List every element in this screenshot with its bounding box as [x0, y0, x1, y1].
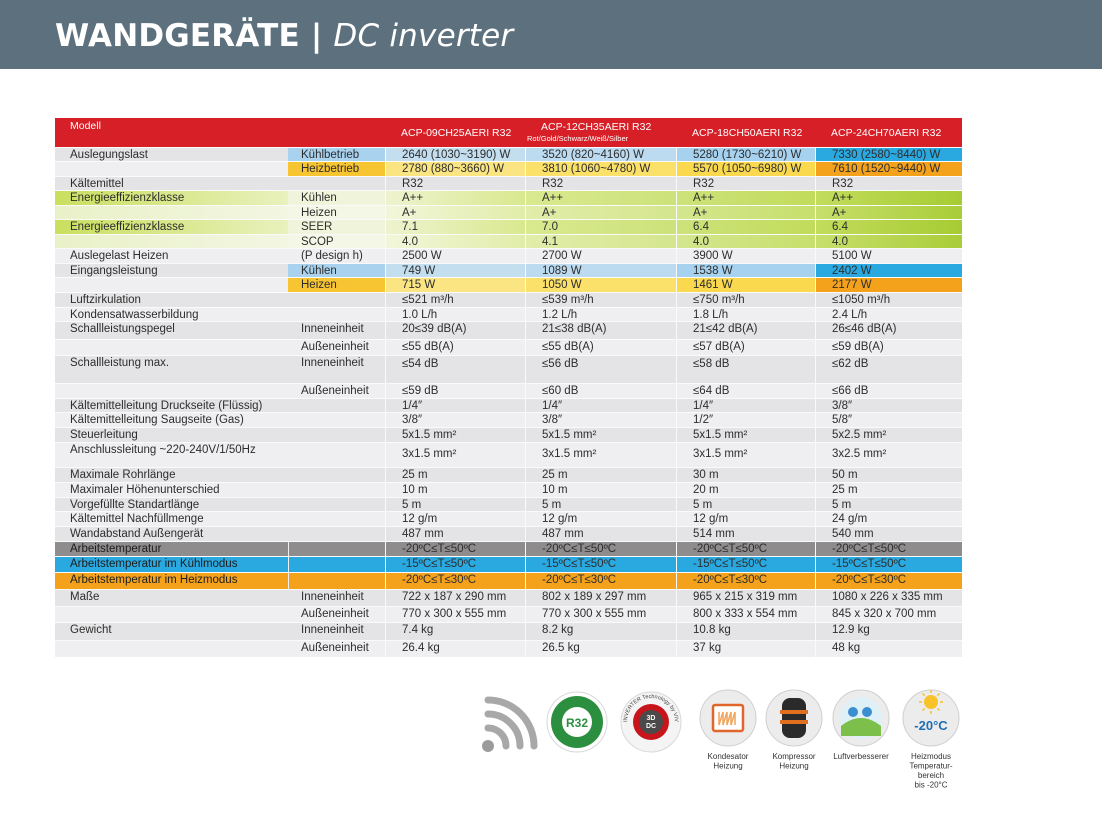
spec-value: ≤521 m³/h	[385, 293, 525, 307]
spec-value: 3/8″	[385, 413, 525, 427]
spec-value: 5/8″	[815, 413, 962, 427]
spec-row	[55, 622, 962, 640]
spec-value: A+	[385, 206, 525, 219]
spec-row	[55, 190, 962, 205]
icon-caption: bereich	[917, 771, 945, 780]
spec-row	[55, 234, 962, 248]
spec-label: Eingangsleistung	[70, 265, 158, 277]
spec-value: 2402 W	[815, 264, 962, 277]
spec-sublabel	[288, 498, 385, 511]
model-name-text: ACP-09CH25AERI R32	[401, 127, 512, 139]
spec-value: 2.4 L/h	[815, 308, 962, 321]
spec-label: Arbeitstemperatur im Kühlmodus	[70, 558, 238, 570]
spec-sublabel: Außeneinheit	[301, 385, 369, 397]
spec-row	[55, 147, 962, 161]
spec-value: -20ºC≤T≤50ºC	[815, 542, 962, 556]
spec-value: 26.4 kg	[385, 641, 525, 657]
spec-value: 7.0	[525, 220, 676, 234]
icon-caption: Temperatur-	[909, 761, 953, 771]
spec-sublabel: SEER	[288, 220, 385, 234]
spec-sublabel: Heizen	[288, 206, 385, 219]
spec-value: 965 x 215 x 319 mm	[676, 590, 815, 606]
spec-value: ≤1050 m³/h	[815, 293, 962, 307]
spec-value: -20ºC≤T≤50ºC	[676, 542, 815, 556]
spec-label: Vorgefüllte Standartlänge	[70, 499, 200, 511]
spec-value: ≤54 dB	[385, 356, 525, 383]
spec-value: 48 kg	[815, 641, 962, 657]
spec-label: Arbeitstemperatur im Heizmodus	[70, 574, 238, 586]
spec-value: 3x1.5 mm²	[676, 443, 815, 467]
page-title	[55, 18, 513, 54]
spec-sublabel: SCOP	[288, 235, 385, 248]
spec-value: 802 x 189 x 297 mm	[525, 590, 676, 606]
spec-value: 4.0	[385, 235, 525, 248]
spec-value: -20ºC≤T≤30ºC	[385, 573, 525, 589]
spec-value: 30 m	[676, 468, 815, 482]
spec-value: 26.5 kg	[525, 641, 676, 657]
spec-sublabel	[288, 468, 385, 482]
table-header-row	[55, 118, 962, 147]
spec-value: 7330 (2580~8440) W	[815, 148, 962, 161]
spec-value: 1/4″	[676, 399, 815, 412]
spec-value: 1/4″	[385, 399, 525, 412]
spec-label: Maße	[70, 591, 100, 603]
spec-value: 5570 (1050~6980) W	[676, 162, 815, 176]
spec-sublabel	[288, 527, 385, 541]
spec-value: 10 m	[525, 483, 676, 497]
spec-value: 770 x 300 x 555 mm	[385, 607, 525, 622]
spec-sublabel	[288, 512, 385, 526]
r32-icon	[547, 692, 607, 752]
spec-table	[55, 118, 962, 665]
spec-value: 722 x 187 x 290 mm	[385, 590, 525, 606]
spec-sublabel	[288, 308, 385, 321]
spec-value: 749 W	[385, 264, 525, 277]
spec-sublabel: Inneneinheit	[301, 624, 364, 636]
spec-label: Kältemittel	[70, 178, 124, 190]
spec-label: Kondensatwasserbildung	[70, 309, 199, 321]
spec-value: 5x1.5 mm²	[525, 428, 676, 442]
spec-row	[55, 292, 962, 307]
spec-value: 1/2″	[676, 413, 815, 427]
spec-value: 5x1.5 mm²	[676, 428, 815, 442]
spec-row	[55, 467, 962, 482]
spec-row	[55, 541, 962, 556]
spec-sublabel: Heizbetrieb	[288, 162, 385, 176]
spec-value: -15ºC≤T≤50ºC	[815, 557, 962, 572]
feature-icons	[470, 688, 970, 818]
spec-sublabel	[288, 413, 385, 427]
heating-temp-text: -20°C	[914, 718, 948, 733]
spec-value: 50 m	[815, 468, 962, 482]
spec-row	[55, 383, 962, 398]
spec-label: Kältemittel Nachfüllmenge	[70, 513, 204, 525]
air-purifier-icon	[833, 690, 889, 746]
spec-value: 21≤38 dB(A)	[525, 322, 676, 339]
spec-sublabel	[288, 177, 385, 190]
spec-value: 1089 W	[525, 264, 676, 277]
spec-value: 5x2.5 mm²	[815, 428, 962, 442]
spec-value: 37 kg	[676, 641, 815, 657]
spec-label	[55, 607, 288, 622]
spec-value: 4.0	[815, 235, 962, 248]
spec-value: 1050 W	[525, 278, 676, 292]
spec-value: 3x2.5 mm²	[815, 443, 962, 467]
spec-value: R32	[815, 177, 962, 190]
spec-value: 20≤39 dB(A)	[385, 322, 525, 339]
spec-label: Auslegungslast	[70, 149, 148, 161]
spec-value: -20ºC≤T≤30ºC	[525, 573, 676, 589]
icon-caption: bis -20°C	[914, 780, 948, 790]
spec-row	[55, 526, 962, 541]
icon-caption: Luftverbesserer	[833, 752, 889, 761]
spec-sublabel	[288, 399, 385, 412]
spec-value: 1.8 L/h	[676, 308, 815, 321]
spec-row	[55, 176, 962, 190]
spec-value: 25 m	[815, 483, 962, 497]
spec-value: 12 g/m	[676, 512, 815, 526]
spec-value: 5 m	[676, 498, 815, 511]
spec-sublabel: Außeneinheit	[301, 608, 369, 620]
spec-label: Maximaler Höhenunterschied	[70, 484, 220, 496]
spec-value: A++	[815, 191, 962, 205]
spec-sublabel	[288, 443, 385, 467]
spec-value: 1.2 L/h	[525, 308, 676, 321]
spec-value: -20ºC≤T≤50ºC	[385, 542, 525, 556]
spec-sublabel: Inneneinheit	[301, 357, 364, 369]
spec-row	[55, 606, 962, 622]
spec-label	[55, 162, 288, 176]
spec-value: 10.8 kg	[676, 623, 815, 640]
spec-value: 2700 W	[525, 249, 676, 263]
spec-row	[55, 427, 962, 442]
spec-value: 7.1	[385, 220, 525, 234]
spec-value: 25 m	[525, 468, 676, 482]
spec-value: ≤750 m³/h	[676, 293, 815, 307]
spec-value: 5 m	[815, 498, 962, 511]
spec-value: 3x1.5 mm²	[525, 443, 676, 467]
model-name	[525, 118, 676, 147]
spec-value: ≤57 dB(A)	[676, 340, 815, 355]
spec-row	[55, 205, 962, 219]
spec-value: 1080 x 226 x 335 mm	[815, 590, 962, 606]
icon-caption: Heizung	[779, 761, 809, 771]
spec-value: 3/8″	[815, 399, 962, 412]
spec-value: A++	[676, 191, 815, 205]
page-title-main: WANDGERÄTE |	[55, 18, 334, 54]
spec-sublabel: (P design h)	[301, 250, 363, 262]
spec-value: ≤62 dB	[815, 356, 962, 383]
spec-value: R32	[676, 177, 815, 190]
icon-caption: Heizmodus	[910, 752, 952, 761]
spec-value: 4.1	[525, 235, 676, 248]
table-header-label: Modell	[70, 120, 101, 132]
spec-value: 800 x 333 x 554 mm	[676, 607, 815, 622]
spec-value: 540 mm	[815, 527, 962, 541]
icon-caption: Heizung	[713, 761, 743, 771]
spec-row	[55, 572, 962, 589]
model-name-text: ACP-12CH35AERI R32	[541, 121, 652, 133]
spec-row	[55, 511, 962, 526]
spec-row	[55, 248, 962, 263]
spec-value: 3520 (820~4160) W	[525, 148, 676, 161]
spec-value: 1461 W	[676, 278, 815, 292]
spec-value: 487 mm	[385, 527, 525, 541]
wifi-icon	[482, 700, 534, 752]
spec-label: Steuerleitung	[70, 429, 138, 441]
spec-row	[55, 161, 962, 176]
spec-value: 1/4″	[525, 399, 676, 412]
spec-value: 2640 (1030~3190) W	[385, 148, 525, 161]
inverter-dc-text: DC	[645, 723, 657, 730]
spec-value: 2500 W	[385, 249, 525, 263]
spec-row	[55, 442, 962, 467]
spec-value: ≤58 dB	[676, 356, 815, 383]
spec-value: 24 g/m	[815, 512, 962, 526]
spec-value: -20ºC≤T≤50ºC	[525, 542, 676, 556]
model-color-note: Rot/Gold/Schwarz/Weiß/Silber	[527, 134, 629, 143]
spec-sublabel: Außeneinheit	[301, 341, 369, 353]
spec-value: 7610 (1520~9440) W	[815, 162, 962, 176]
spec-row	[55, 355, 962, 383]
spec-value: 2780 (880~3660) W	[385, 162, 525, 176]
compressor-heating-icon	[766, 690, 822, 746]
spec-label: Kältemittelleitung Saugseite (Gas)	[70, 414, 244, 426]
inverter-ring-text: INVERTER Technology by VIV	[622, 693, 680, 723]
spec-row	[55, 263, 962, 277]
spec-sublabel: Kühlen	[288, 191, 385, 205]
spec-value: ≤64 dB	[676, 384, 815, 398]
spec-row	[55, 307, 962, 321]
spec-sublabel: Kühlen	[288, 264, 385, 277]
spec-value: 1.0 L/h	[385, 308, 525, 321]
spec-row	[55, 277, 962, 292]
spec-row	[55, 482, 962, 497]
spec-value: A+	[525, 206, 676, 219]
spec-sublabel: Heizen	[288, 278, 385, 292]
spec-value: 10 m	[385, 483, 525, 497]
spec-value: 12 g/m	[385, 512, 525, 526]
spec-value: 20 m	[676, 483, 815, 497]
spec-value: 12.9 kg	[815, 623, 962, 640]
spec-value: 6.4	[815, 220, 962, 234]
spec-label: Wandabstand Außengerät	[70, 528, 204, 540]
spec-value: -20ºC≤T≤30ºC	[676, 573, 815, 589]
spec-value: R32	[525, 177, 676, 190]
icon-caption: Kondesator	[707, 752, 749, 761]
r32-text: R32	[565, 716, 589, 730]
spec-value: -15ºC≤T≤50ºC	[676, 557, 815, 572]
spec-label: Auslegelast Heizen	[70, 250, 169, 262]
spec-row	[55, 412, 962, 427]
spec-sublabel: Inneneinheit	[301, 323, 364, 335]
spec-label: Schallleistung max.	[70, 357, 170, 369]
spec-value: 26≤46 dB(A)	[815, 322, 962, 339]
spec-value: 770 x 300 x 555 mm	[525, 607, 676, 622]
model-name	[676, 118, 815, 147]
spec-label: Maximale Rohrlänge	[70, 469, 176, 481]
spec-value: 6.4	[676, 220, 815, 234]
spec-row	[55, 398, 962, 412]
spec-value: 3810 (1060~4780) W	[525, 162, 676, 176]
model-name-text: ACP-24CH70AERI R32	[831, 127, 942, 139]
spec-label	[55, 278, 288, 292]
spec-value: ≤56 dB	[525, 356, 676, 383]
spec-value: 2177 W	[815, 278, 962, 292]
spec-value: 487 mm	[525, 527, 676, 541]
spec-label: Energieeffizienzklasse	[55, 220, 288, 234]
spec-value: 8.2 kg	[525, 623, 676, 640]
spec-value: 5 m	[385, 498, 525, 511]
spec-value: A+	[815, 206, 962, 219]
spec-row	[55, 497, 962, 511]
spec-value: ≤66 dB	[815, 384, 962, 398]
spec-sublabel	[288, 573, 385, 589]
spec-value: ≤55 dB(A)	[525, 340, 676, 355]
spec-value: A++	[385, 191, 525, 205]
spec-value: 12 g/m	[525, 512, 676, 526]
spec-value: -15ºC≤T≤50ºC	[385, 557, 525, 572]
spec-value: ≤59 dB(A)	[815, 340, 962, 355]
spec-value: 3/8″	[525, 413, 676, 427]
page-title-sub: DC inverter	[333, 18, 514, 54]
spec-row	[55, 640, 962, 657]
spec-value: 5 m	[525, 498, 676, 511]
spec-label	[55, 206, 288, 219]
spec-label: Arbeitstemperatur	[70, 543, 162, 555]
spec-value: 845 x 320 x 700 mm	[815, 607, 962, 622]
spec-value: 715 W	[385, 278, 525, 292]
inverter-3d-text: 3D	[646, 715, 656, 722]
heating-mode-icon	[903, 690, 959, 746]
spec-value: 3900 W	[676, 249, 815, 263]
spec-sublabel: Kühlbetrieb	[288, 148, 385, 161]
condenser-heating-icon	[700, 690, 756, 746]
spec-value: ≤59 dB	[385, 384, 525, 398]
spec-value: 7.4 kg	[385, 623, 525, 640]
spec-value: A+	[676, 206, 815, 219]
spec-value: R32	[385, 177, 525, 190]
spec-value: ≤55 dB(A)	[385, 340, 525, 355]
spec-label: Energieeffizienzklasse	[55, 191, 288, 205]
spec-sublabel: Außeneinheit	[301, 642, 369, 654]
spec-row	[55, 556, 962, 572]
spec-value: 21≤42 dB(A)	[676, 322, 815, 339]
spec-label: Schallleistungspegel	[70, 323, 175, 335]
icon-caption: Kompressor	[772, 752, 816, 761]
title-banner	[0, 0, 1102, 69]
spec-value: 514 mm	[676, 527, 815, 541]
spec-label: Anschlussleitung ~220-240V/1/50Hz	[70, 444, 256, 456]
spec-value: 3x1.5 mm²	[385, 443, 525, 467]
model-name	[385, 118, 525, 147]
spec-row	[55, 339, 962, 355]
spec-value: -15ºC≤T≤50ºC	[525, 557, 676, 572]
spec-sublabel	[288, 483, 385, 497]
spec-value: 5280 (1730~6210) W	[676, 148, 815, 161]
spec-value: -20ºC≤T≤30ºC	[815, 573, 962, 589]
spec-sublabel: Inneneinheit	[301, 591, 364, 603]
spec-label: Luftzirkulation	[70, 294, 141, 306]
spec-row	[55, 219, 962, 234]
spec-value: A++	[525, 191, 676, 205]
spec-label: Gewicht	[70, 624, 112, 636]
spec-value: ≤60 dB	[525, 384, 676, 398]
spec-value: 1538 W	[676, 264, 815, 277]
spec-value: 5x1.5 mm²	[385, 428, 525, 442]
model-name	[815, 118, 962, 147]
spec-label	[55, 641, 288, 657]
spec-label	[55, 384, 288, 398]
spec-value: ≤539 m³/h	[525, 293, 676, 307]
spec-value: 5100 W	[815, 249, 962, 263]
model-name-text: ACP-18CH50AERI R32	[692, 127, 803, 139]
spec-sublabel	[288, 293, 385, 307]
spec-label	[55, 340, 288, 355]
spec-sublabel	[288, 428, 385, 442]
spec-row	[55, 589, 962, 606]
spec-label	[55, 235, 288, 248]
spec-value: 25 m	[385, 468, 525, 482]
spec-sublabel	[288, 557, 385, 572]
spec-label: Kältemittelleitung Druckseite (Flüssig)	[70, 400, 263, 412]
spec-sublabel	[288, 542, 385, 556]
spec-value: 4.0	[676, 235, 815, 248]
spec-row	[55, 321, 962, 339]
